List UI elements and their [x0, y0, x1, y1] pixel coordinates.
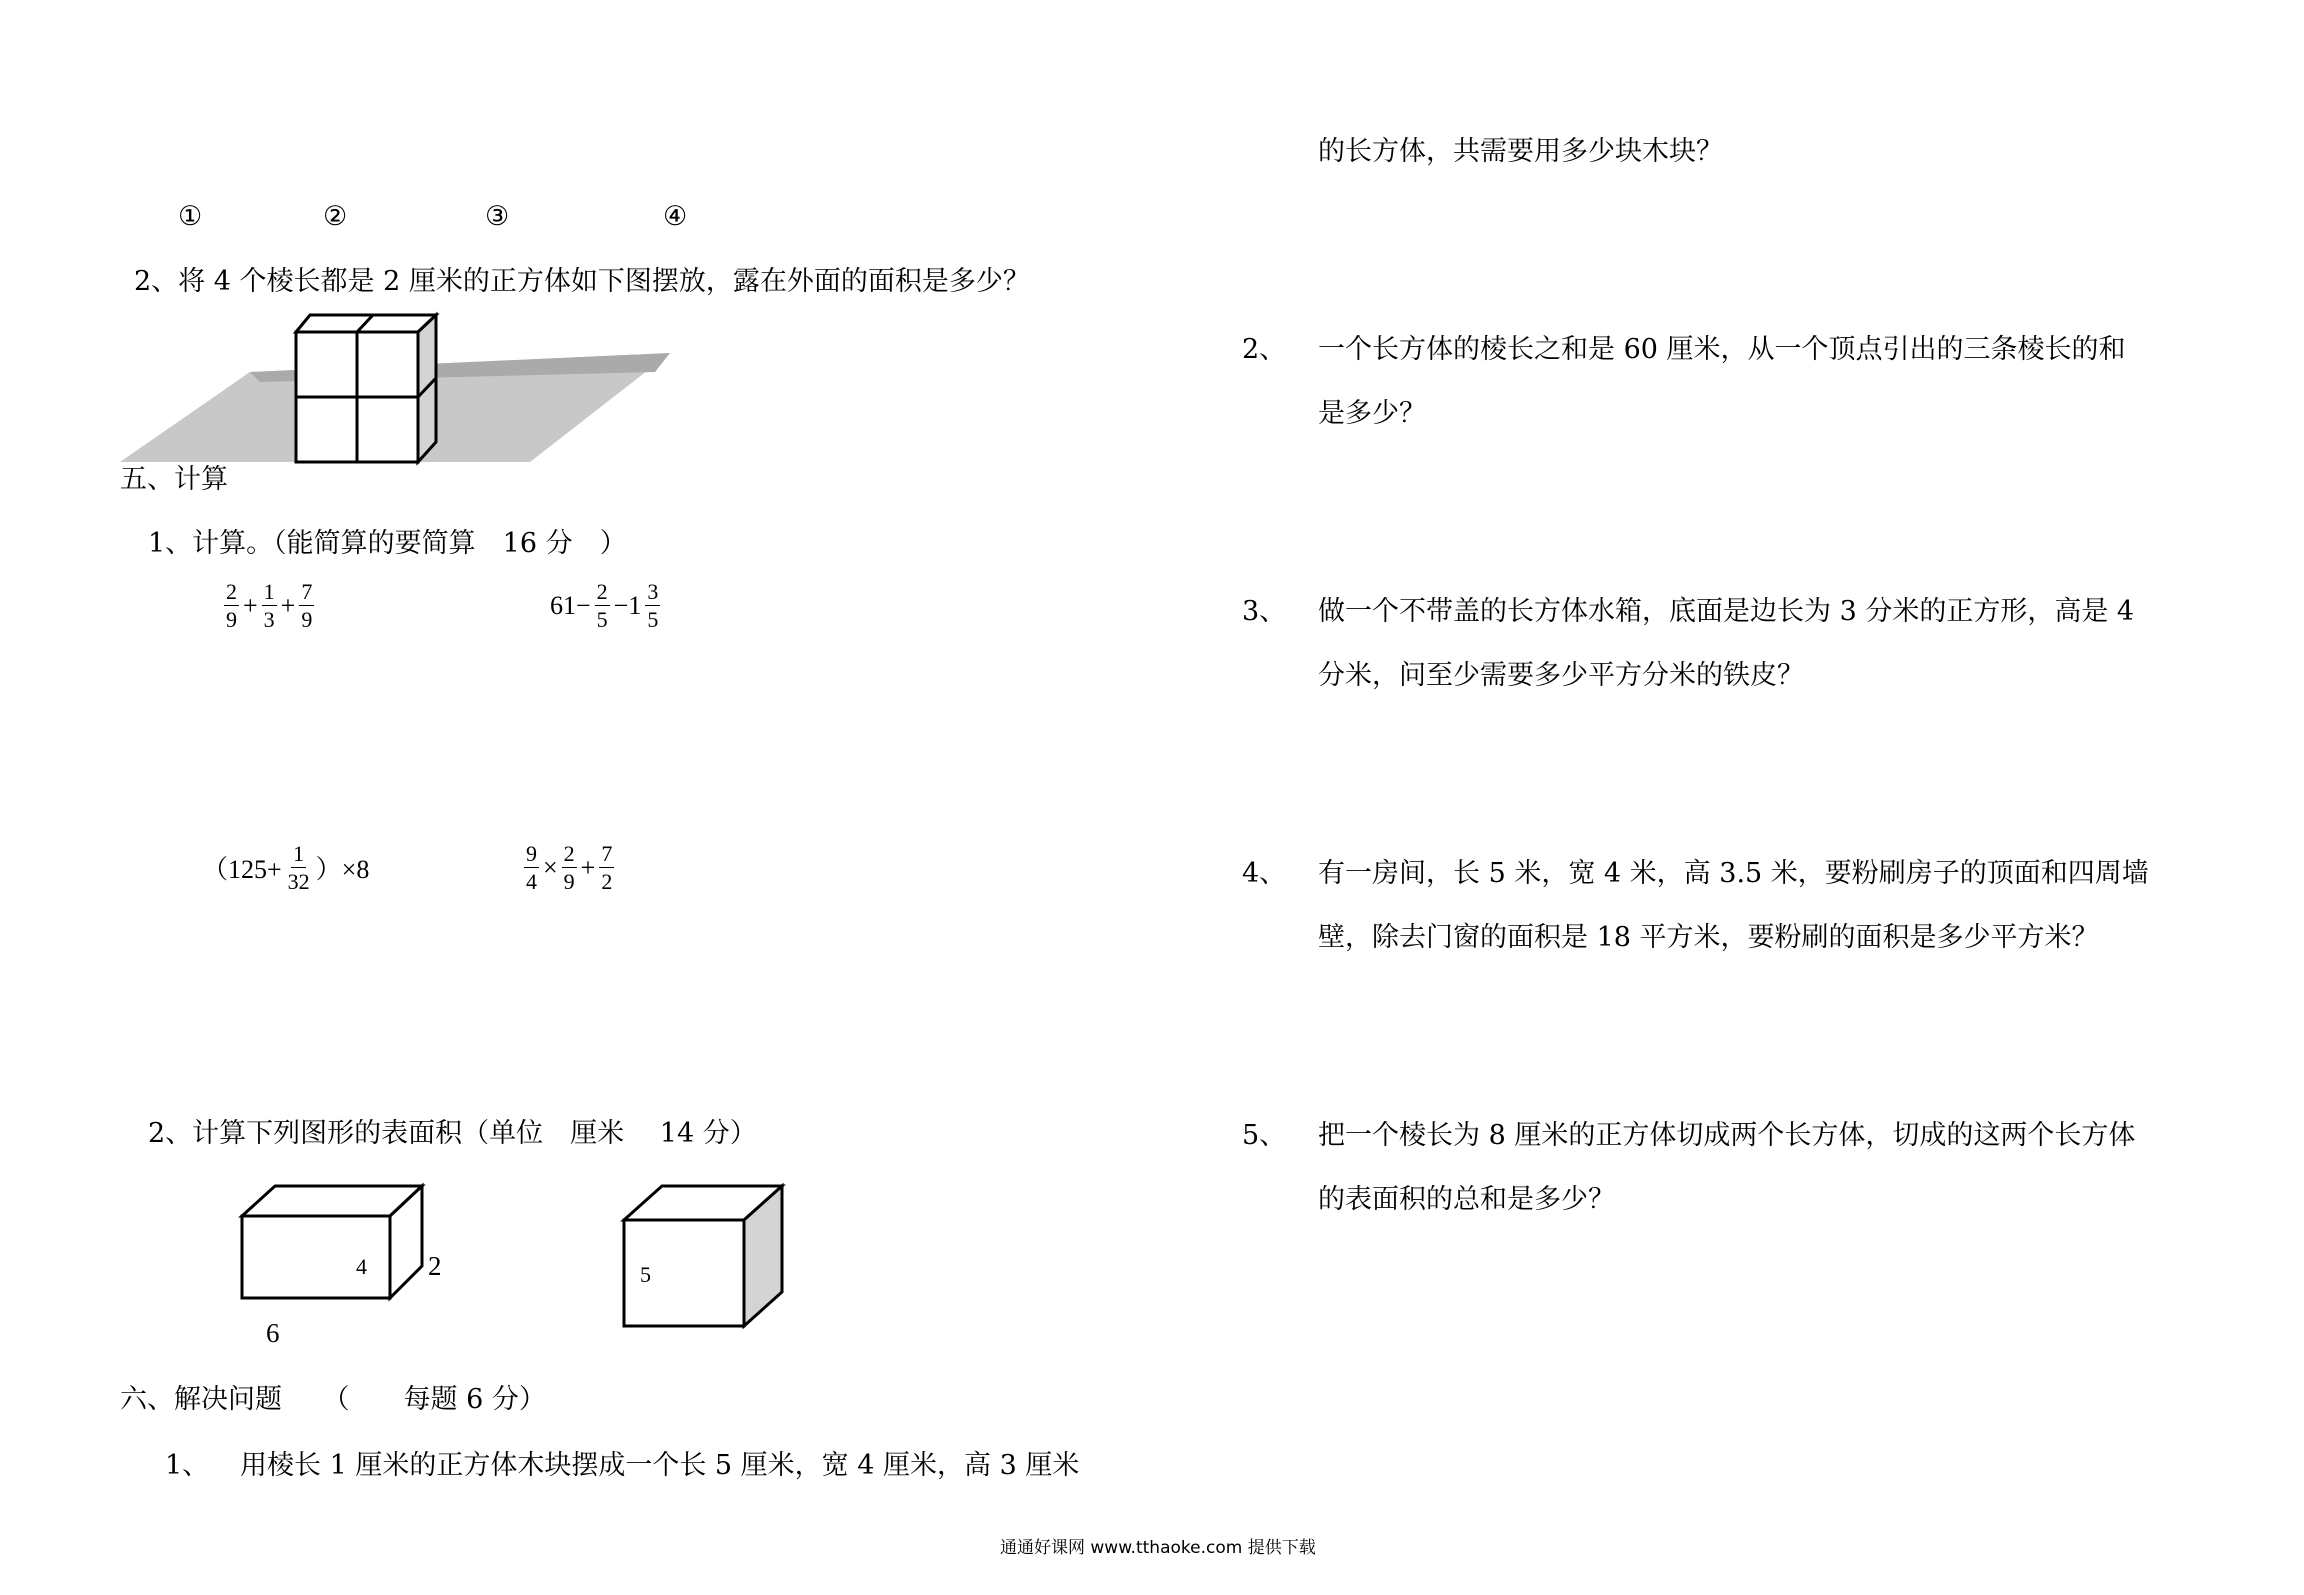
question-6-4-line-1: 有一房间，长 5 米，宽 4 米，高 3.5 米，要粉刷房子的顶面和四周墙 — [1318, 858, 2149, 889]
question-6-3-line-2: 分米，问至少需要多少平方分米的铁皮？ — [1318, 660, 1804, 691]
question-5-1: 1、计算。（能简算的要简算 16 分 ） — [148, 528, 627, 559]
cube2-edge-label: 5 — [640, 1262, 651, 1287]
question-6-3-line-1: 做一个不带盖的长方体水箱，底面是边长为 3 分米的正方形，高是 4 — [1318, 596, 2135, 627]
fraction: $\frac{2}{5}$ — [596, 579, 608, 633]
question-6-5-line-1: 把一个棱长为 8 厘米的正方体切成两个长方体，切成的这两个长方体 — [1318, 1120, 2136, 1151]
option-4-label: ④ — [663, 201, 688, 232]
question-6-3-number: 3、 — [1242, 596, 1287, 627]
question-5-2: 2、计算下列图形的表面积（单位 厘米 14 分） — [148, 1118, 757, 1149]
fraction: $\frac{1}{32}$ — [287, 841, 310, 895]
question-6-5-number: 5、 — [1242, 1120, 1287, 1151]
fraction: $\frac{7}{9}$ — [301, 579, 313, 633]
operator: 61− — [550, 590, 591, 620]
fraction: $\frac{3}{5}$ — [647, 579, 659, 633]
operator: × — [543, 852, 558, 882]
question-6-4-number: 4、 — [1242, 858, 1287, 889]
operator: （125+ — [202, 855, 282, 885]
fraction: $\frac{2}{9}$ — [563, 841, 575, 895]
question-6-2-number: 2、 — [1242, 334, 1287, 365]
operator: + — [243, 590, 258, 620]
operator: + — [580, 852, 596, 882]
option-1-label: ① — [178, 201, 203, 232]
section-5-title: 五、计算 — [120, 464, 228, 495]
question-6-5-line-2: 的表面积的总和是多少？ — [1318, 1184, 1615, 1215]
operator: −1 — [613, 590, 642, 620]
cuboid-height-label: 2 — [428, 1251, 442, 1281]
question-6-1-text: 用棱长 1 厘米的正方体木块摆成一个长 5 厘米，宽 4 厘米，高 3 厘米 — [240, 1450, 1080, 1481]
cuboid-length-label: 6 — [266, 1318, 280, 1348]
fraction: $\frac{1}{3}$ — [263, 579, 275, 633]
question-6-2-line-1: 一个长方体的棱长之和是 60 厘米，从一个顶点引出的三条棱长的和 — [1318, 334, 2126, 365]
question-6-4-line-2: 壁，除去门窗的面积是 18 平方米，要粉刷的面积是多少平方米？ — [1318, 922, 2099, 953]
operator: + — [280, 590, 296, 620]
question-4-2: 2、将 4 个棱长都是 2 厘米的正方体如下图摆放，露在外面的面积是多少？ — [134, 266, 1030, 297]
question-6-1-continued: 的长方体，共需要用多少块木块？ — [1318, 136, 1723, 167]
fraction: $\frac{2}{9}$ — [226, 579, 237, 633]
option-3-label: ③ — [485, 201, 510, 232]
fraction: $\frac{9}{4}$ — [526, 841, 537, 895]
cuboid-depth-label: 4 — [356, 1254, 367, 1279]
fraction: $\frac{7}{2}$ — [601, 841, 613, 895]
option-2-label: ② — [323, 201, 348, 232]
page-footer: 通通好课网 www.tthaoke.com 提供下载 — [1000, 1538, 1316, 1558]
section-6-title: 六、解决问题 （ 每题 6 分） — [120, 1384, 546, 1415]
question-6-1-number: 1、 — [165, 1450, 210, 1481]
operator: ）×8 — [315, 855, 370, 885]
question-6-2-line-2: 是多少？ — [1318, 398, 1426, 429]
